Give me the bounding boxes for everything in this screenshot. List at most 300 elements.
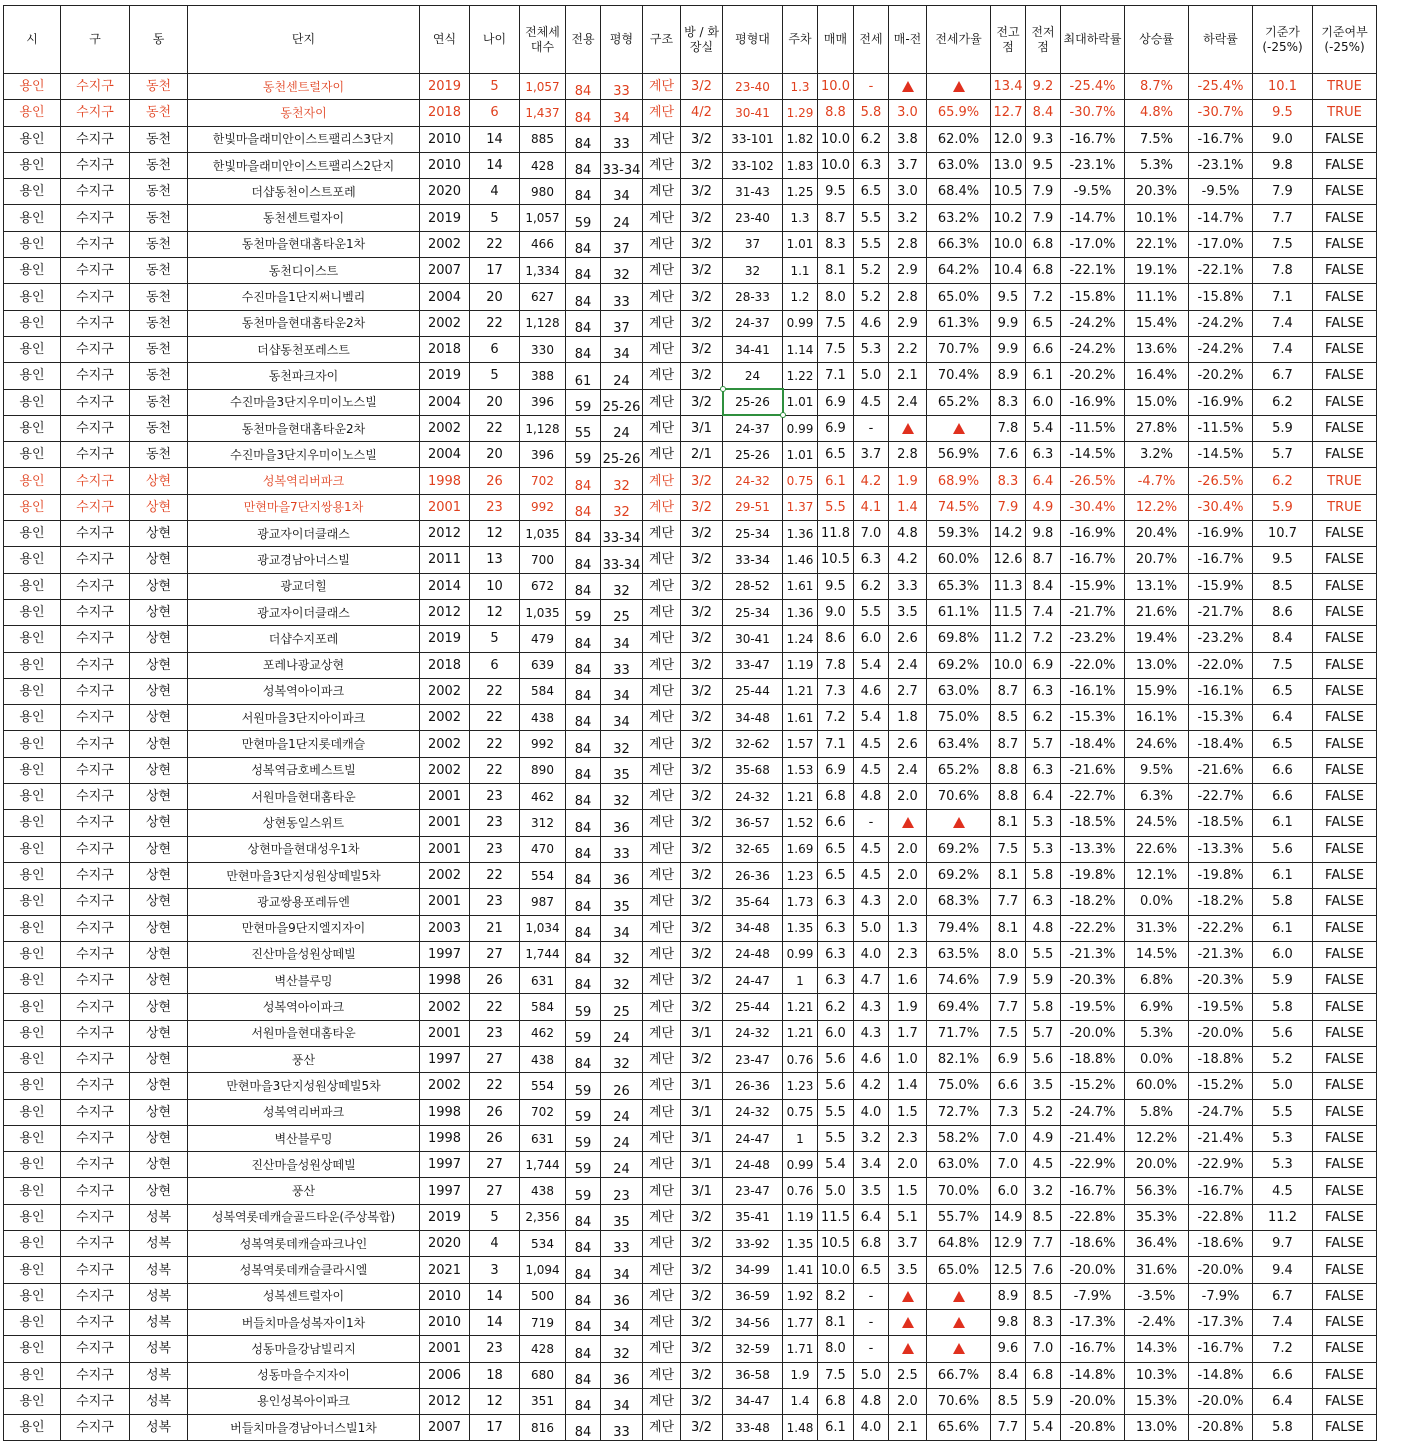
cell-households[interactable]: 700 bbox=[520, 547, 566, 573]
cell-area[interactable]: 59 bbox=[566, 1178, 601, 1204]
cell-year[interactable]: 2012 bbox=[420, 521, 470, 547]
cell-structure[interactable]: 계단 bbox=[643, 468, 681, 494]
cell-gu[interactable]: 수지구 bbox=[61, 126, 130, 152]
cell-max-drop[interactable]: -21.6% bbox=[1061, 757, 1125, 783]
cell-low[interactable]: 9.2 bbox=[1026, 74, 1061, 100]
cell-gap[interactable] bbox=[889, 1309, 927, 1335]
cell-jeonse-ratio[interactable]: 61.3% bbox=[927, 310, 991, 336]
header-cell-base-flag[interactable]: 기준여부(-25%) bbox=[1313, 6, 1377, 74]
cell-gu[interactable]: 수지구 bbox=[61, 1046, 130, 1072]
cell-jeonse-ratio[interactable]: 61.1% bbox=[927, 599, 991, 625]
cell-age[interactable]: 14 bbox=[470, 1283, 520, 1309]
cell-structure[interactable]: 계단 bbox=[643, 1099, 681, 1125]
cell-rise[interactable]: 6.8% bbox=[1125, 968, 1189, 994]
cell-high[interactable]: 8.1 bbox=[991, 915, 1026, 941]
cell-rooms[interactable]: 3/1 bbox=[681, 1152, 723, 1178]
cell-gu[interactable]: 수지구 bbox=[61, 1283, 130, 1309]
cell-gap[interactable] bbox=[889, 810, 927, 836]
cell-pyeong[interactable]: 32 bbox=[601, 784, 643, 810]
cell-jeonse-ratio[interactable]: 70.6% bbox=[927, 1388, 991, 1414]
cell-drop[interactable]: -21.7% bbox=[1189, 599, 1253, 625]
cell-jeonse[interactable]: 4.0 bbox=[854, 941, 889, 967]
cell-gu[interactable]: 수지구 bbox=[61, 468, 130, 494]
cell-max-drop[interactable]: -17.0% bbox=[1061, 231, 1125, 257]
cell-year[interactable]: 1997 bbox=[420, 941, 470, 967]
cell-low[interactable]: 4.5 bbox=[1026, 1152, 1061, 1178]
cell-year[interactable]: 2019 bbox=[420, 1204, 470, 1230]
cell-pyeong-range[interactable]: 24-48 bbox=[723, 1152, 783, 1178]
cell-households[interactable]: 554 bbox=[520, 862, 566, 888]
cell-high[interactable]: 7.7 bbox=[991, 889, 1026, 915]
cell-rise[interactable]: 31.3% bbox=[1125, 915, 1189, 941]
cell-complex[interactable]: 만현마을7단지쌍용1차 bbox=[188, 494, 420, 520]
cell-base-price[interactable]: 7.5 bbox=[1253, 231, 1313, 257]
cell-parking[interactable]: 1.61 bbox=[783, 705, 818, 731]
cell-dong[interactable]: 상현 bbox=[130, 915, 188, 941]
cell-low[interactable]: 4.9 bbox=[1026, 1125, 1061, 1151]
cell-households[interactable]: 1,334 bbox=[520, 258, 566, 284]
cell-dong[interactable]: 상현 bbox=[130, 1099, 188, 1125]
cell-pyeong[interactable]: 25 bbox=[601, 994, 643, 1020]
cell-age[interactable]: 6 bbox=[470, 652, 520, 678]
cell-base-price[interactable]: 7.7 bbox=[1253, 205, 1313, 231]
cell-gap[interactable]: 2.3 bbox=[889, 941, 927, 967]
cell-complex[interactable]: 동천자이 bbox=[188, 100, 420, 126]
cell-parking[interactable]: 1.35 bbox=[783, 1231, 818, 1257]
cell-complex[interactable]: 벽산블루밍 bbox=[188, 968, 420, 994]
cell-rooms[interactable]: 3/2 bbox=[681, 1362, 723, 1388]
cell-high[interactable]: 11.2 bbox=[991, 626, 1026, 652]
cell-low[interactable]: 6.4 bbox=[1026, 784, 1061, 810]
cell-jeonse[interactable]: - bbox=[854, 1283, 889, 1309]
cell-parking[interactable]: 0.76 bbox=[783, 1178, 818, 1204]
cell-base-flag[interactable]: FALSE bbox=[1313, 179, 1377, 205]
cell-rooms[interactable]: 3/2 bbox=[681, 652, 723, 678]
cell-sale[interactable]: 8.8 bbox=[818, 100, 854, 126]
cell-year[interactable]: 2001 bbox=[420, 836, 470, 862]
cell-gu[interactable]: 수지구 bbox=[61, 1336, 130, 1362]
cell-high[interactable]: 8.1 bbox=[991, 810, 1026, 836]
cell-max-drop[interactable]: -21.4% bbox=[1061, 1125, 1125, 1151]
cell-drop[interactable]: -18.8% bbox=[1189, 1046, 1253, 1072]
cell-households[interactable]: 462 bbox=[520, 1020, 566, 1046]
cell-rise[interactable]: 21.6% bbox=[1125, 599, 1189, 625]
cell-gap[interactable]: 2.0 bbox=[889, 1152, 927, 1178]
cell-max-drop[interactable]: -13.3% bbox=[1061, 836, 1125, 862]
cell-households[interactable]: 702 bbox=[520, 1099, 566, 1125]
cell-drop[interactable]: -15.8% bbox=[1189, 284, 1253, 310]
cell-age[interactable]: 22 bbox=[470, 862, 520, 888]
cell-pyeong-range[interactable]: 37 bbox=[723, 231, 783, 257]
cell-si[interactable]: 용인 bbox=[4, 1099, 61, 1125]
cell-rooms[interactable]: 3/2 bbox=[681, 284, 723, 310]
cell-jeonse-ratio[interactable]: 70.4% bbox=[927, 363, 991, 389]
cell-sale[interactable]: 9.5 bbox=[818, 179, 854, 205]
cell-area[interactable]: 59 bbox=[566, 205, 601, 231]
cell-jeonse-ratio[interactable]: 58.2% bbox=[927, 1125, 991, 1151]
cell-rooms[interactable]: 3/2 bbox=[681, 205, 723, 231]
cell-sale[interactable]: 5.6 bbox=[818, 1073, 854, 1099]
cell-households[interactable]: 584 bbox=[520, 678, 566, 704]
cell-structure[interactable]: 계단 bbox=[643, 941, 681, 967]
cell-rise[interactable]: 20.0% bbox=[1125, 1152, 1189, 1178]
cell-gap[interactable]: 2.4 bbox=[889, 757, 927, 783]
cell-year[interactable]: 2003 bbox=[420, 915, 470, 941]
cell-gu[interactable]: 수지구 bbox=[61, 521, 130, 547]
cell-jeonse[interactable]: 6.2 bbox=[854, 573, 889, 599]
cell-base-flag[interactable]: FALSE bbox=[1313, 968, 1377, 994]
cell-base-price[interactable]: 5.7 bbox=[1253, 442, 1313, 468]
cell-parking[interactable]: 0.76 bbox=[783, 1046, 818, 1072]
cell-high[interactable]: 10.5 bbox=[991, 179, 1026, 205]
cell-max-drop[interactable]: -14.8% bbox=[1061, 1362, 1125, 1388]
cell-pyeong-range[interactable]: 28-52 bbox=[723, 573, 783, 599]
cell-gu[interactable]: 수지구 bbox=[61, 705, 130, 731]
cell-si[interactable]: 용인 bbox=[4, 1362, 61, 1388]
cell-complex[interactable]: 광교경남아너스빌 bbox=[188, 547, 420, 573]
cell-sale[interactable]: 6.0 bbox=[818, 1020, 854, 1046]
cell-max-drop[interactable]: -24.7% bbox=[1061, 1099, 1125, 1125]
cell-low[interactable]: 6.3 bbox=[1026, 757, 1061, 783]
cell-sale[interactable]: 7.1 bbox=[818, 731, 854, 757]
cell-jeonse-ratio[interactable]: 63.0% bbox=[927, 678, 991, 704]
cell-max-drop[interactable]: -22.8% bbox=[1061, 1204, 1125, 1230]
cell-low[interactable]: 6.4 bbox=[1026, 468, 1061, 494]
cell-high[interactable]: 8.3 bbox=[991, 468, 1026, 494]
cell-base-price[interactable]: 8.5 bbox=[1253, 573, 1313, 599]
cell-jeonse[interactable]: - bbox=[854, 810, 889, 836]
cell-jeonse[interactable]: 6.5 bbox=[854, 179, 889, 205]
cell-base-flag[interactable]: FALSE bbox=[1313, 915, 1377, 941]
cell-area[interactable]: 84 bbox=[566, 1283, 601, 1309]
cell-age[interactable]: 13 bbox=[470, 547, 520, 573]
cell-si[interactable]: 용인 bbox=[4, 836, 61, 862]
cell-gap[interactable]: 2.0 bbox=[889, 836, 927, 862]
cell-jeonse-ratio[interactable]: 59.3% bbox=[927, 521, 991, 547]
cell-structure[interactable]: 계단 bbox=[643, 1309, 681, 1335]
cell-drop[interactable]: -16.9% bbox=[1189, 389, 1253, 415]
cell-year[interactable]: 1997 bbox=[420, 1178, 470, 1204]
cell-max-drop[interactable]: -18.5% bbox=[1061, 810, 1125, 836]
cell-complex[interactable]: 성복역리버파크 bbox=[188, 1099, 420, 1125]
cell-rooms[interactable]: 3/2 bbox=[681, 836, 723, 862]
cell-sale[interactable]: 8.3 bbox=[818, 231, 854, 257]
cell-jeonse[interactable]: 4.8 bbox=[854, 784, 889, 810]
cell-sale[interactable]: 6.2 bbox=[818, 994, 854, 1020]
cell-age[interactable]: 23 bbox=[470, 1336, 520, 1362]
cell-area[interactable]: 61 bbox=[566, 363, 601, 389]
cell-area[interactable]: 84 bbox=[566, 1231, 601, 1257]
cell-complex[interactable]: 수진마을3단지우미이노스빌 bbox=[188, 389, 420, 415]
cell-base-flag[interactable]: TRUE bbox=[1313, 468, 1377, 494]
cell-age[interactable]: 21 bbox=[470, 915, 520, 941]
cell-drop[interactable]: -20.0% bbox=[1189, 1388, 1253, 1414]
cell-gu[interactable]: 수지구 bbox=[61, 547, 130, 573]
cell-gap[interactable]: 3.7 bbox=[889, 1231, 927, 1257]
cell-low[interactable]: 5.6 bbox=[1026, 1046, 1061, 1072]
cell-pyeong[interactable]: 32 bbox=[601, 731, 643, 757]
cell-gap[interactable] bbox=[889, 74, 927, 100]
header-cell-gap[interactable]: 매-전 bbox=[889, 6, 927, 74]
cell-dong[interactable]: 상현 bbox=[130, 494, 188, 520]
cell-base-price[interactable]: 7.9 bbox=[1253, 179, 1313, 205]
cell-complex[interactable]: 더샵동천이스트포레 bbox=[188, 179, 420, 205]
cell-base-flag[interactable]: FALSE bbox=[1313, 836, 1377, 862]
cell-gap[interactable]: 1.9 bbox=[889, 468, 927, 494]
cell-rooms[interactable]: 3/2 bbox=[681, 1231, 723, 1257]
cell-area[interactable]: 84 bbox=[566, 705, 601, 731]
cell-structure[interactable]: 계단 bbox=[643, 231, 681, 257]
cell-area[interactable]: 55 bbox=[566, 415, 601, 441]
cell-age[interactable]: 5 bbox=[470, 74, 520, 100]
cell-area[interactable]: 84 bbox=[566, 626, 601, 652]
cell-age[interactable]: 20 bbox=[470, 389, 520, 415]
cell-complex[interactable]: 더샵수지포레 bbox=[188, 626, 420, 652]
cell-base-flag[interactable]: FALSE bbox=[1313, 126, 1377, 152]
cell-area[interactable]: 84 bbox=[566, 284, 601, 310]
cell-jeonse-ratio[interactable]: 65.2% bbox=[927, 757, 991, 783]
cell-year[interactable]: 2012 bbox=[420, 599, 470, 625]
cell-households[interactable]: 719 bbox=[520, 1309, 566, 1335]
cell-base-flag[interactable]: FALSE bbox=[1313, 1099, 1377, 1125]
cell-year[interactable]: 1997 bbox=[420, 1046, 470, 1072]
cell-structure[interactable]: 계단 bbox=[643, 1283, 681, 1309]
cell-high[interactable]: 9.6 bbox=[991, 1336, 1026, 1362]
cell-dong[interactable]: 성복 bbox=[130, 1362, 188, 1388]
cell-dong[interactable]: 동천 bbox=[130, 205, 188, 231]
cell-base-price[interactable]: 9.5 bbox=[1253, 100, 1313, 126]
cell-area[interactable]: 59 bbox=[566, 1152, 601, 1178]
header-cell-max-drop[interactable]: 최대하락률 bbox=[1061, 6, 1125, 74]
cell-pyeong-range[interactable]: 26-36 bbox=[723, 1073, 783, 1099]
cell-age[interactable]: 23 bbox=[470, 494, 520, 520]
cell-sale[interactable]: 6.5 bbox=[818, 442, 854, 468]
cell-base-price[interactable]: 6.1 bbox=[1253, 862, 1313, 888]
cell-si[interactable]: 용인 bbox=[4, 1336, 61, 1362]
cell-structure[interactable]: 계단 bbox=[643, 1336, 681, 1362]
cell-gap[interactable]: 5.1 bbox=[889, 1204, 927, 1230]
cell-jeonse[interactable]: 3.5 bbox=[854, 1178, 889, 1204]
cell-households[interactable]: 428 bbox=[520, 1336, 566, 1362]
cell-max-drop[interactable]: -18.8% bbox=[1061, 1046, 1125, 1072]
cell-gap[interactable]: 1.5 bbox=[889, 1178, 927, 1204]
cell-base-price[interactable]: 5.9 bbox=[1253, 415, 1313, 441]
cell-complex[interactable]: 버들치마을경남아너스빌1차 bbox=[188, 1415, 420, 1441]
cell-complex[interactable]: 동천마을현대홈타운2차 bbox=[188, 310, 420, 336]
cell-gu[interactable]: 수지구 bbox=[61, 599, 130, 625]
cell-max-drop[interactable]: -16.7% bbox=[1061, 126, 1125, 152]
cell-high[interactable]: 12.7 bbox=[991, 100, 1026, 126]
cell-rooms[interactable]: 3/2 bbox=[681, 757, 723, 783]
cell-si[interactable]: 용인 bbox=[4, 100, 61, 126]
cell-jeonse-ratio[interactable]: 65.2% bbox=[927, 389, 991, 415]
cell-jeonse[interactable]: 4.5 bbox=[854, 757, 889, 783]
cell-area[interactable]: 84 bbox=[566, 757, 601, 783]
cell-jeonse-ratio[interactable] bbox=[927, 1309, 991, 1335]
cell-max-drop[interactable]: -24.2% bbox=[1061, 310, 1125, 336]
cell-si[interactable]: 용인 bbox=[4, 1415, 61, 1441]
cell-low[interactable]: 7.7 bbox=[1026, 1231, 1061, 1257]
cell-year[interactable]: 1998 bbox=[420, 468, 470, 494]
cell-age[interactable]: 22 bbox=[470, 415, 520, 441]
cell-gap[interactable] bbox=[889, 1283, 927, 1309]
cell-high[interactable]: 14.9 bbox=[991, 1204, 1026, 1230]
cell-base-price[interactable]: 6.5 bbox=[1253, 731, 1313, 757]
cell-jeonse[interactable]: 6.3 bbox=[854, 152, 889, 178]
cell-age[interactable]: 22 bbox=[470, 731, 520, 757]
cell-rise[interactable]: 0.0% bbox=[1125, 889, 1189, 915]
cell-sale[interactable]: 5.5 bbox=[818, 1099, 854, 1125]
cell-base-price[interactable]: 9.5 bbox=[1253, 547, 1313, 573]
cell-pyeong[interactable]: 24 bbox=[601, 205, 643, 231]
cell-base-price[interactable]: 6.4 bbox=[1253, 1388, 1313, 1414]
cell-base-price[interactable]: 5.3 bbox=[1253, 1125, 1313, 1151]
cell-max-drop[interactable]: -20.0% bbox=[1061, 1388, 1125, 1414]
cell-pyeong-range[interactable]: 24-48 bbox=[723, 941, 783, 967]
cell-gap[interactable]: 1.9 bbox=[889, 994, 927, 1020]
cell-si[interactable]: 용인 bbox=[4, 573, 61, 599]
cell-base-flag[interactable]: FALSE bbox=[1313, 573, 1377, 599]
header-cell-si[interactable]: 시 bbox=[4, 6, 61, 74]
cell-complex[interactable]: 더샵동천포레스트 bbox=[188, 336, 420, 362]
cell-households[interactable]: 330 bbox=[520, 336, 566, 362]
cell-pyeong-range[interactable]: 25-44 bbox=[723, 994, 783, 1020]
header-cell-structure[interactable]: 구조 bbox=[643, 6, 681, 74]
cell-pyeong[interactable]: 24 bbox=[601, 363, 643, 389]
cell-area[interactable]: 59 bbox=[566, 994, 601, 1020]
cell-max-drop[interactable]: -7.9% bbox=[1061, 1283, 1125, 1309]
cell-max-drop[interactable]: -20.8% bbox=[1061, 1415, 1125, 1441]
cell-sale[interactable]: 10.5 bbox=[818, 547, 854, 573]
cell-structure[interactable]: 계단 bbox=[643, 1388, 681, 1414]
cell-parking[interactable]: 0.99 bbox=[783, 415, 818, 441]
cell-complex[interactable]: 동천디이스트 bbox=[188, 258, 420, 284]
cell-complex[interactable]: 성동마을수지자이 bbox=[188, 1362, 420, 1388]
cell-pyeong[interactable]: 32 bbox=[601, 941, 643, 967]
cell-dong[interactable]: 동천 bbox=[130, 74, 188, 100]
cell-drop[interactable]: -22.8% bbox=[1189, 1204, 1253, 1230]
cell-base-flag[interactable]: FALSE bbox=[1313, 1046, 1377, 1072]
cell-high[interactable]: 9.5 bbox=[991, 284, 1026, 310]
cell-high[interactable]: 8.3 bbox=[991, 389, 1026, 415]
cell-rise[interactable]: 24.5% bbox=[1125, 810, 1189, 836]
cell-jeonse[interactable]: 4.2 bbox=[854, 468, 889, 494]
cell-max-drop[interactable]: -19.8% bbox=[1061, 862, 1125, 888]
cell-low[interactable]: 5.4 bbox=[1026, 1415, 1061, 1441]
cell-si[interactable]: 용인 bbox=[4, 994, 61, 1020]
cell-sale[interactable]: 8.6 bbox=[818, 626, 854, 652]
cell-base-price[interactable]: 10.1 bbox=[1253, 74, 1313, 100]
cell-drop[interactable]: -16.7% bbox=[1189, 126, 1253, 152]
cell-si[interactable]: 용인 bbox=[4, 1257, 61, 1283]
cell-max-drop[interactable]: -15.2% bbox=[1061, 1073, 1125, 1099]
cell-sale[interactable]: 7.1 bbox=[818, 363, 854, 389]
cell-pyeong[interactable]: 34 bbox=[601, 336, 643, 362]
cell-age[interactable]: 23 bbox=[470, 889, 520, 915]
cell-households[interactable]: 312 bbox=[520, 810, 566, 836]
cell-si[interactable]: 용인 bbox=[4, 1309, 61, 1335]
cell-year[interactable]: 2020 bbox=[420, 179, 470, 205]
cell-drop[interactable]: -16.7% bbox=[1189, 1178, 1253, 1204]
cell-age[interactable]: 6 bbox=[470, 100, 520, 126]
cell-age[interactable]: 22 bbox=[470, 310, 520, 336]
cell-gap[interactable]: 2.0 bbox=[889, 784, 927, 810]
cell-gu[interactable]: 수지구 bbox=[61, 941, 130, 967]
cell-area[interactable]: 59 bbox=[566, 389, 601, 415]
cell-base-flag[interactable]: FALSE bbox=[1313, 1309, 1377, 1335]
cell-high[interactable]: 10.2 bbox=[991, 205, 1026, 231]
cell-jeonse[interactable]: 4.6 bbox=[854, 1046, 889, 1072]
cell-gap[interactable]: 2.5 bbox=[889, 1362, 927, 1388]
cell-jeonse-ratio[interactable]: 63.0% bbox=[927, 1152, 991, 1178]
cell-pyeong-range[interactable]: 35-64 bbox=[723, 889, 783, 915]
cell-gap[interactable]: 1.4 bbox=[889, 494, 927, 520]
cell-gap[interactable]: 3.2 bbox=[889, 205, 927, 231]
cell-households[interactable]: 2,356 bbox=[520, 1204, 566, 1230]
cell-age[interactable]: 10 bbox=[470, 573, 520, 599]
cell-high[interactable]: 10.4 bbox=[991, 258, 1026, 284]
cell-pyeong-range[interactable]: 34-56 bbox=[723, 1309, 783, 1335]
header-cell-rooms[interactable]: 방 / 화장실 bbox=[681, 6, 723, 74]
cell-low[interactable]: 5.9 bbox=[1026, 968, 1061, 994]
cell-sale[interactable]: 6.5 bbox=[818, 836, 854, 862]
cell-parking[interactable]: 1.48 bbox=[783, 1415, 818, 1441]
cell-drop[interactable]: -24.2% bbox=[1189, 336, 1253, 362]
cell-drop[interactable]: -25.4% bbox=[1189, 74, 1253, 100]
cell-pyeong-range[interactable]: 25-26 bbox=[723, 389, 783, 415]
cell-base-price[interactable]: 9.7 bbox=[1253, 1231, 1313, 1257]
cell-si[interactable]: 용인 bbox=[4, 731, 61, 757]
cell-base-flag[interactable]: FALSE bbox=[1313, 941, 1377, 967]
cell-gu[interactable]: 수지구 bbox=[61, 1152, 130, 1178]
cell-base-flag[interactable]: FALSE bbox=[1313, 1415, 1377, 1441]
cell-drop[interactable]: -17.0% bbox=[1189, 231, 1253, 257]
cell-households[interactable]: 554 bbox=[520, 1073, 566, 1099]
cell-drop[interactable]: -22.7% bbox=[1189, 784, 1253, 810]
cell-max-drop[interactable]: -9.5% bbox=[1061, 179, 1125, 205]
cell-gu[interactable]: 수지구 bbox=[61, 731, 130, 757]
cell-area[interactable]: 84 bbox=[566, 678, 601, 704]
cell-parking[interactable]: 1.19 bbox=[783, 652, 818, 678]
cell-households[interactable]: 1,057 bbox=[520, 74, 566, 100]
cell-base-price[interactable]: 6.1 bbox=[1253, 810, 1313, 836]
cell-jeonse-ratio[interactable]: 60.0% bbox=[927, 547, 991, 573]
cell-high[interactable]: 7.5 bbox=[991, 836, 1026, 862]
cell-pyeong[interactable]: 33-34 bbox=[601, 521, 643, 547]
cell-pyeong-range[interactable]: 36-58 bbox=[723, 1362, 783, 1388]
cell-rooms[interactable]: 3/2 bbox=[681, 573, 723, 599]
cell-si[interactable]: 용인 bbox=[4, 968, 61, 994]
cell-jeonse-ratio[interactable]: 69.2% bbox=[927, 862, 991, 888]
cell-households[interactable]: 680 bbox=[520, 1362, 566, 1388]
cell-rooms[interactable]: 3/1 bbox=[681, 1099, 723, 1125]
cell-pyeong[interactable]: 26 bbox=[601, 1073, 643, 1099]
cell-si[interactable]: 용인 bbox=[4, 1283, 61, 1309]
cell-area[interactable]: 84 bbox=[566, 1046, 601, 1072]
cell-parking[interactable]: 1.83 bbox=[783, 152, 818, 178]
cell-parking[interactable]: 1.21 bbox=[783, 678, 818, 704]
cell-dong[interactable]: 상현 bbox=[130, 705, 188, 731]
cell-base-price[interactable]: 6.7 bbox=[1253, 363, 1313, 389]
cell-drop[interactable]: -15.3% bbox=[1189, 705, 1253, 731]
cell-year[interactable]: 2004 bbox=[420, 442, 470, 468]
cell-area[interactable]: 84 bbox=[566, 915, 601, 941]
cell-pyeong[interactable]: 24 bbox=[601, 1152, 643, 1178]
cell-area[interactable]: 84 bbox=[566, 652, 601, 678]
cell-area[interactable]: 84 bbox=[566, 547, 601, 573]
cell-complex[interactable]: 벽산블루밍 bbox=[188, 1125, 420, 1151]
cell-base-flag[interactable]: TRUE bbox=[1313, 494, 1377, 520]
